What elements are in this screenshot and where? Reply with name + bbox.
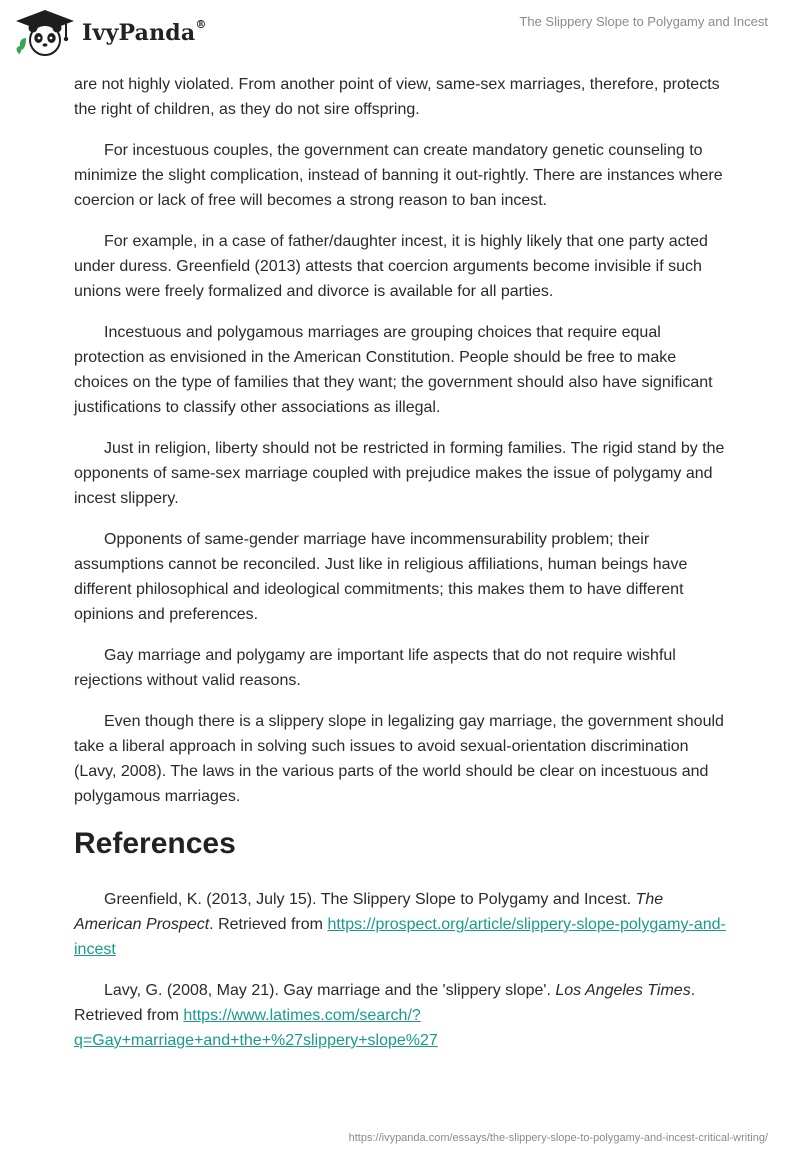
paragraph: Opponents of same-gender marriage have incommensurability problem; their assumptions cannot be reconciled. Just like in religious affiliations, human beings have different philosophical and ideological commitments; this makes them to have different opinions and preferences.	[74, 531, 688, 623]
document-title: The Slippery Slope to Polygamy and Incest	[519, 14, 768, 29]
paragraph: Gay marriage and polygamy are important life aspects that do not require wishful rejections without valid reasons.	[74, 647, 676, 689]
reference-source: The American Prospect	[74, 891, 664, 933]
reference-link[interactable]: https://www.latimes.com/search/?q=Gay+marriage+and+the+%27slippery+slope%27	[74, 1007, 438, 1049]
paragraph: Even though there is a slippery slope in legalizing gay marriage, the government should take a liberal approach in solving such issues to avoid sexual-orientation discrimination (Lavy, 2008). The laws in the various parts of the world should be clear on incestuous and polygamous marriages.	[74, 713, 724, 805]
paragraph: Incestuous and polygamous marriages are grouping choices that require equal protection as envisioned in the American Constitution. People should be free to make choices on the type of families that they want; the government should also have significant justifications to classify other associations as illegal.	[74, 324, 713, 416]
paragraph: Just in religion, liberty should not be restricted in forming families. The rigid stand by the opponents of same-sex marriage coupled with prejudice makes the issue of polygamy and incest slippery.	[74, 440, 725, 507]
paragraph: are not highly violated. From another point of view, same-sex marriages, therefore, protects the right of children, as they do not sire offspring.	[74, 76, 720, 118]
brand-logo[interactable]	[14, 8, 207, 58]
reference-link[interactable]: https://prospect.org/article/slippery-slope-polygamy-and-incest	[74, 916, 726, 958]
essay-content	[74, 72, 730, 1069]
references-heading: References	[74, 827, 236, 860]
page-header	[0, 0, 800, 70]
brand-name: IvyPanda®	[82, 18, 207, 46]
reference-item: Lavy, G. (2008, May 21). Gay marriage and the 'slippery slope'. Los Angeles Times. Retrieved from https://www.latimes.com/search/?q=Gay+marriage+and+the+%27slippery+slope%27	[74, 982, 696, 1049]
reference-item: Greenfield, K. (2013, July 15). The Slippery Slope to Polygamy and Incest. The American Prospect. Retrieved from https://prospect.org/article/slippery-slope-polygamy-and-incest	[74, 891, 726, 958]
footer-url: https://ivypanda.com/essays/the-slippery-slope-to-polygamy-and-incest-critical-writing/	[348, 1132, 768, 1144]
reference-source: Los Angeles Times	[555, 982, 691, 999]
paragraph: For incestuous couples, the government can create mandatory genetic counseling to minimize the slight complication, instead of banning it out-rightly. There are instances where coercion or lack of free will becomes a strong reason to ban incest.	[74, 142, 723, 209]
paragraph: For example, in a case of father/daughter incest, it is highly likely that one party acted under duress. Greenfield (2013) attests that coercion arguments become invisible if such unions were freely formalized and divorce is available for all parties.	[74, 233, 708, 300]
panda-logo-icon	[14, 8, 76, 58]
